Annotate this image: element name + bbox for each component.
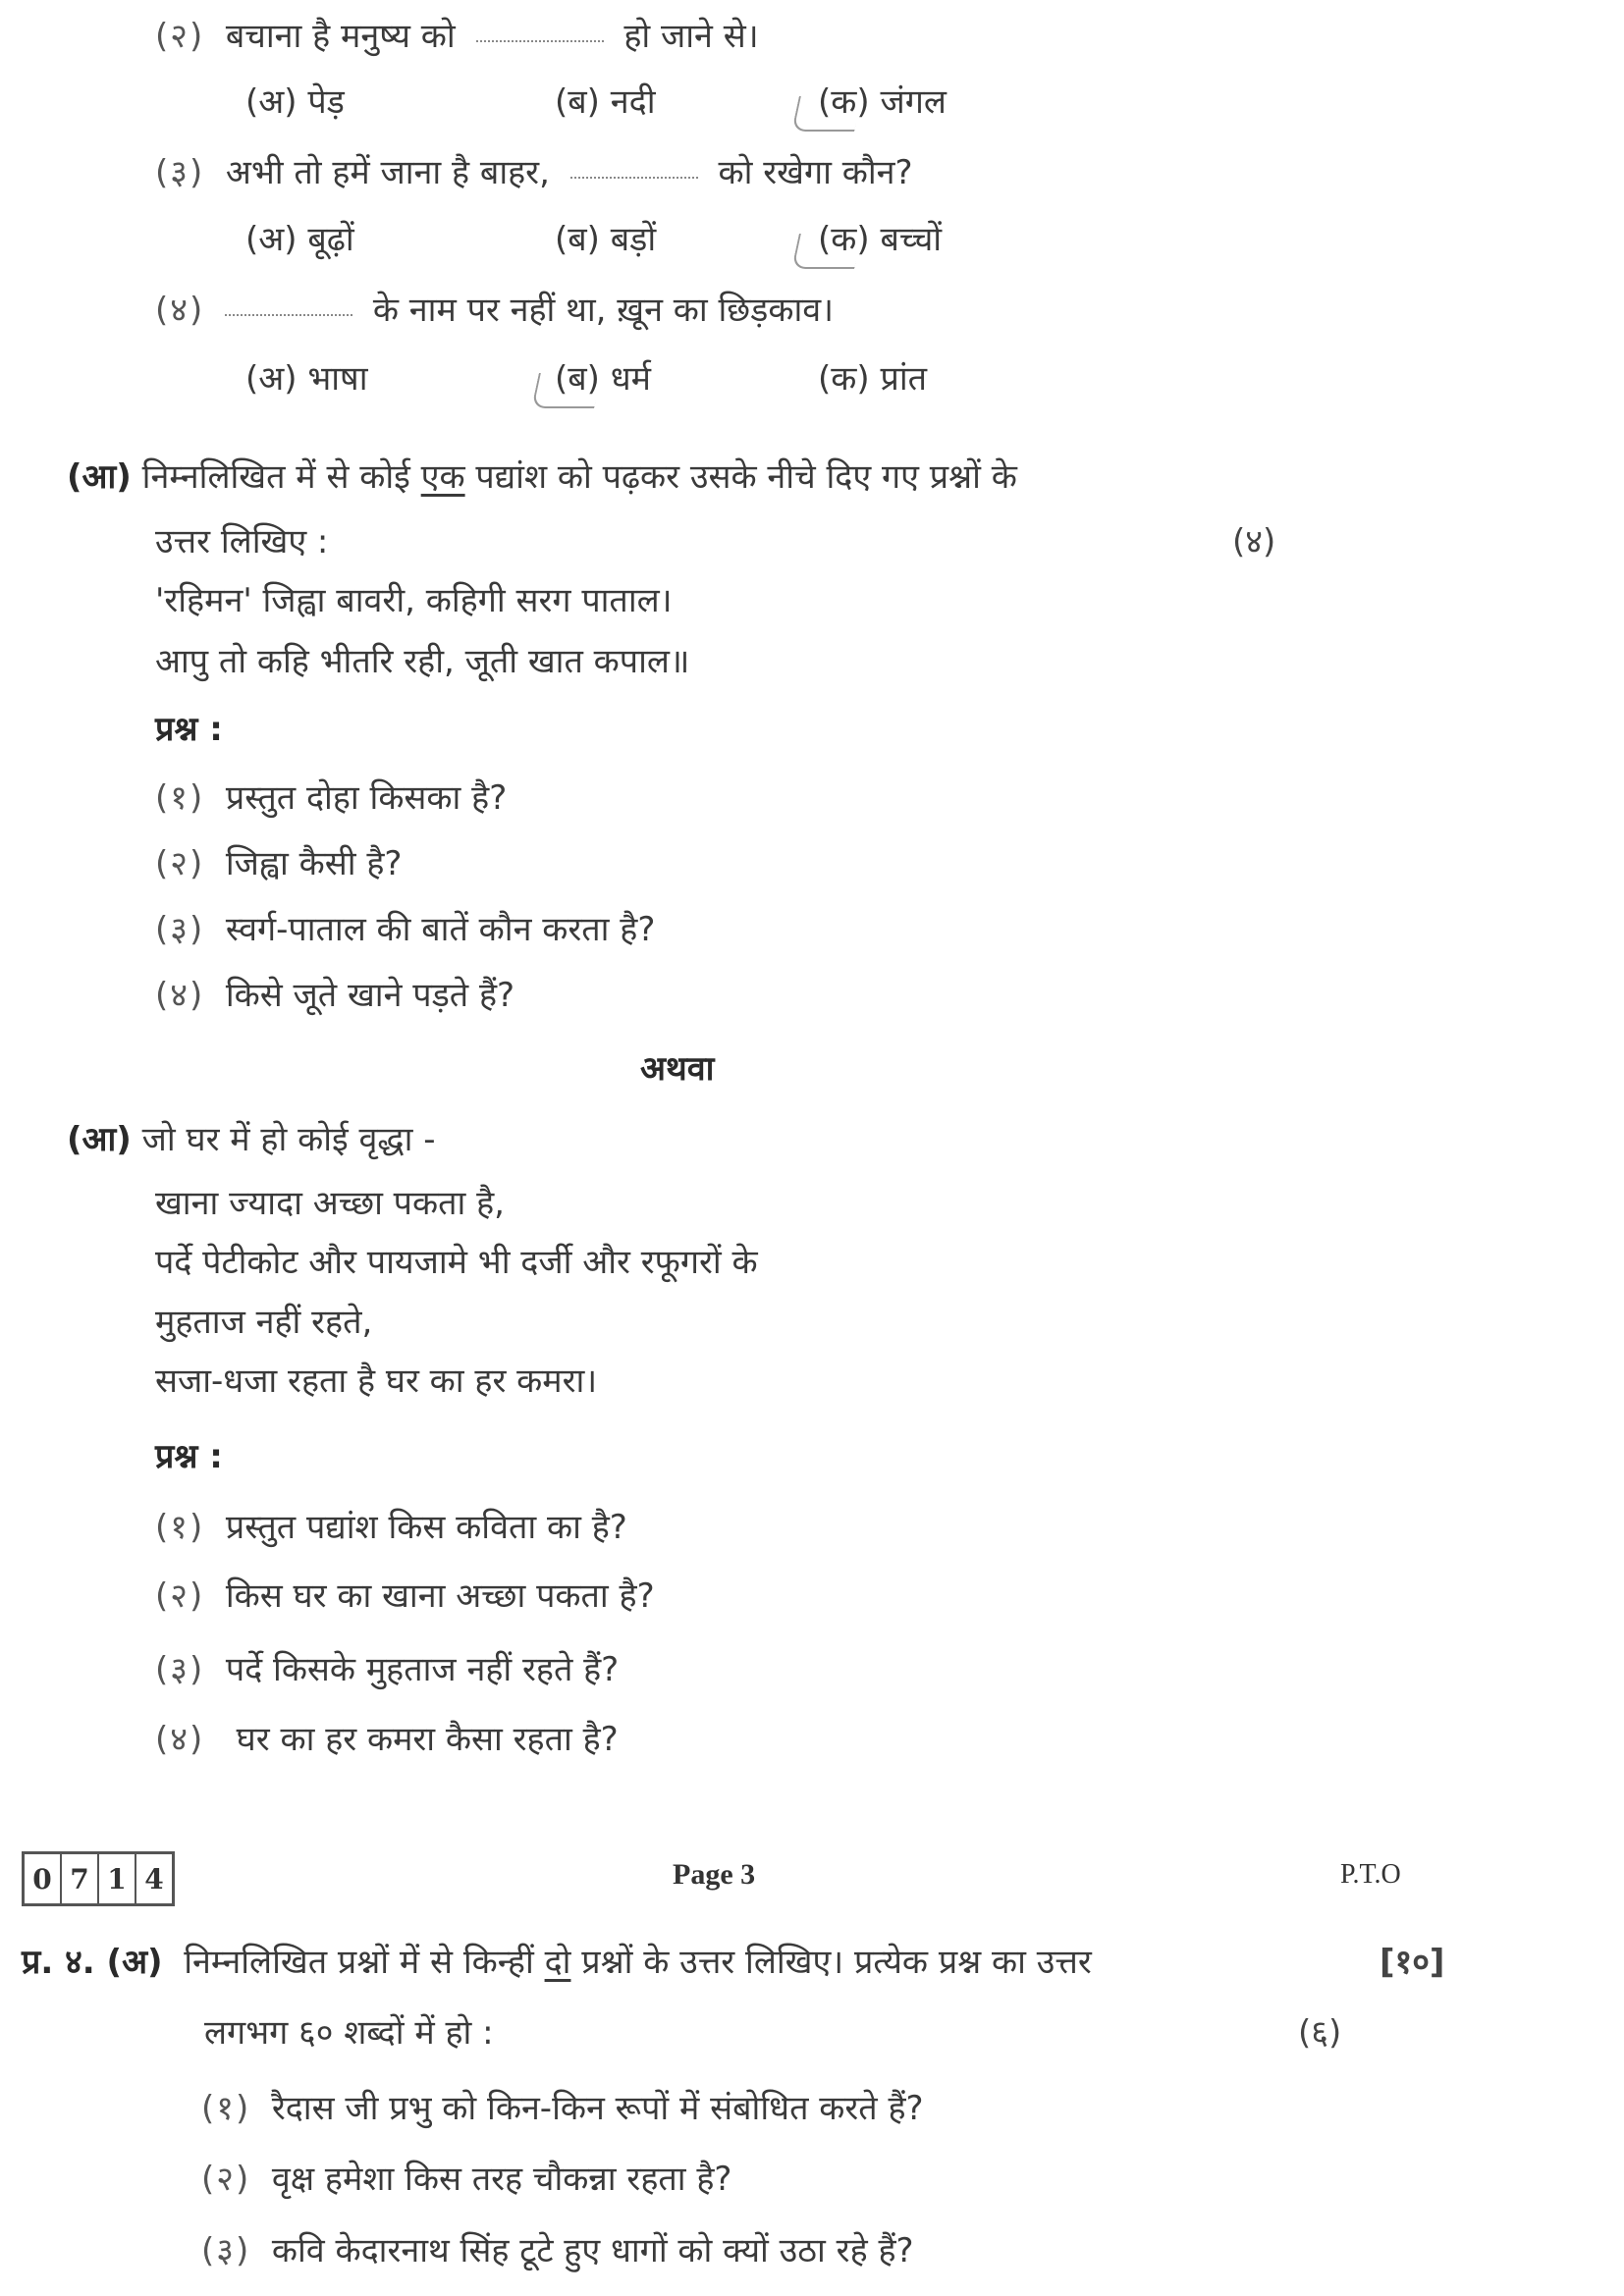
- instruction-text: निम्नलिखित में से कोई: [141, 457, 410, 497]
- question-item: (३) स्वर्ग-पाताल की बातें कौन करता है?: [155, 910, 656, 949]
- blank-line: [476, 34, 604, 42]
- total-marks: [१०]: [1380, 1943, 1445, 1982]
- question-item: (३) कवि केदारनाथ सिंह टूटे हुए धागों को क्यों उठा रहे हैं?: [201, 2231, 914, 2270]
- question-item: (४) घर का हर कमरा कैसा रहता है?: [155, 1720, 619, 1759]
- question-number: (३): [155, 153, 205, 192]
- question-text: के नाम पर नहीं था, ख़ून का छिड़काव।: [372, 291, 835, 330]
- code-digit: 0: [25, 1854, 62, 1903]
- verse-line: जो घर में हो कोई वृद्धा -: [141, 1120, 436, 1159]
- mcq-question-4: [155, 289, 834, 332]
- question-item: (१) प्रस्तुत दोहा किसका है?: [155, 778, 508, 818]
- verse-line: पर्दे पेटीकोट और पायजामे भी दर्जी और रफूगरों के: [155, 1243, 758, 1282]
- code-digit: 7: [62, 1854, 99, 1903]
- option-c: (क) प्रांत: [818, 359, 928, 399]
- marks-label: (४): [1232, 522, 1276, 561]
- instruction-text: निम्नलिखित प्रश्नों में से किन्हीं: [184, 1943, 534, 1982]
- code-digit: 1: [99, 1854, 136, 1903]
- section-aa-instruction: [67, 455, 1017, 499]
- option-a: (अ) पेड़: [245, 82, 345, 122]
- mcq-question-3: [155, 151, 913, 194]
- section-label: (आ): [67, 457, 132, 497]
- question-text: को रखेगा कौन?: [718, 153, 913, 192]
- instruction-text: पद्यांश को पढ़कर उसके नीचे दिए गए प्रश्नों के: [475, 457, 1017, 497]
- option-b: (ब) धर्म: [555, 359, 652, 399]
- verse-line: 'रहिमन' जिह्वा बावरी, कहिगी सरग पाताल।: [155, 581, 673, 620]
- question-item: (२) किस घर का खाना अच्छा पकता है?: [155, 1576, 655, 1616]
- mcq-question-2: [155, 15, 759, 58]
- verse-line: आपु तो कहि भीतरि रही, जूती खात कपाल॥: [155, 642, 690, 681]
- questions-heading: प्रश्न :: [155, 1437, 223, 1476]
- question-text: अभी तो हमें जाना है बाहर,: [225, 153, 550, 192]
- section-aa-instruction-cont: उत्तर लिखिए :: [155, 522, 329, 561]
- blank-line: [570, 171, 698, 179]
- instruction-text: प्रश्नों के उत्तर लिखिए। प्रत्येक प्रश्न का उत्तर: [581, 1943, 1092, 1982]
- questions-heading: प्रश्न :: [155, 710, 223, 749]
- option-b: (ब) नदी: [555, 82, 656, 122]
- question-item: (३) पर्दे किसके मुहताज नहीं रहते हैं?: [155, 1650, 620, 1689]
- section-aa-alt-verse-first: [67, 1118, 435, 1161]
- question-item: (१) रैदास जी प्रभु को किन-किन रूपों में संबोधित करते हैं?: [201, 2089, 924, 2128]
- option-a: (अ) बूढ़ों: [245, 220, 354, 259]
- page-number: Page 3: [673, 1858, 756, 1891]
- section-label: (आ): [67, 1120, 132, 1159]
- code-digit: 4: [144, 1862, 164, 1896]
- blank-line: [225, 308, 352, 316]
- instruction-emphasis: दो: [544, 1943, 571, 1982]
- pto-label: P.T.O: [1340, 1859, 1401, 1890]
- instruction-emphasis: एक: [420, 457, 465, 497]
- question-item: (२) जिह्वा कैसी है?: [155, 844, 403, 883]
- marks-label: (६): [1298, 2013, 1342, 2053]
- question-label: प्र. ४. (अ): [22, 1943, 163, 1982]
- verse-line: सजा-धजा रहता है घर का हर कमरा।: [155, 1362, 598, 1401]
- verse-line: मुहताज नहीं रहते,: [155, 1303, 373, 1342]
- option-a: (अ) भाषा: [245, 359, 368, 399]
- question-item: (४) किसे जूते खाने पड़ते हैं?: [155, 976, 515, 1015]
- option-c: (क) बच्चों: [818, 220, 943, 259]
- verse-line: खाना ज्यादा अच्छा पकता है,: [155, 1184, 505, 1223]
- question-text: बचाना है मनुष्य को: [225, 17, 456, 56]
- option-b: (ब) बड़ों: [555, 220, 657, 259]
- paper-code-box: [22, 1851, 175, 1906]
- question-item: (१) प्रस्तुत पद्यांश किस कविता का है?: [155, 1508, 627, 1547]
- or-separator: अथवा: [640, 1049, 715, 1089]
- option-c: (क) जंगल: [818, 82, 947, 122]
- q4-instruction: [22, 1941, 1092, 1984]
- q4-instruction-cont: लगभग ६० शब्दों में हो :: [204, 2013, 494, 2053]
- question-number: (२): [155, 17, 205, 56]
- question-item: (२) वृक्ष हमेशा किस तरह चौकन्ना रहता है?: [201, 2160, 732, 2199]
- question-number: (४): [155, 291, 205, 330]
- question-text: हो जाने से।: [623, 17, 759, 56]
